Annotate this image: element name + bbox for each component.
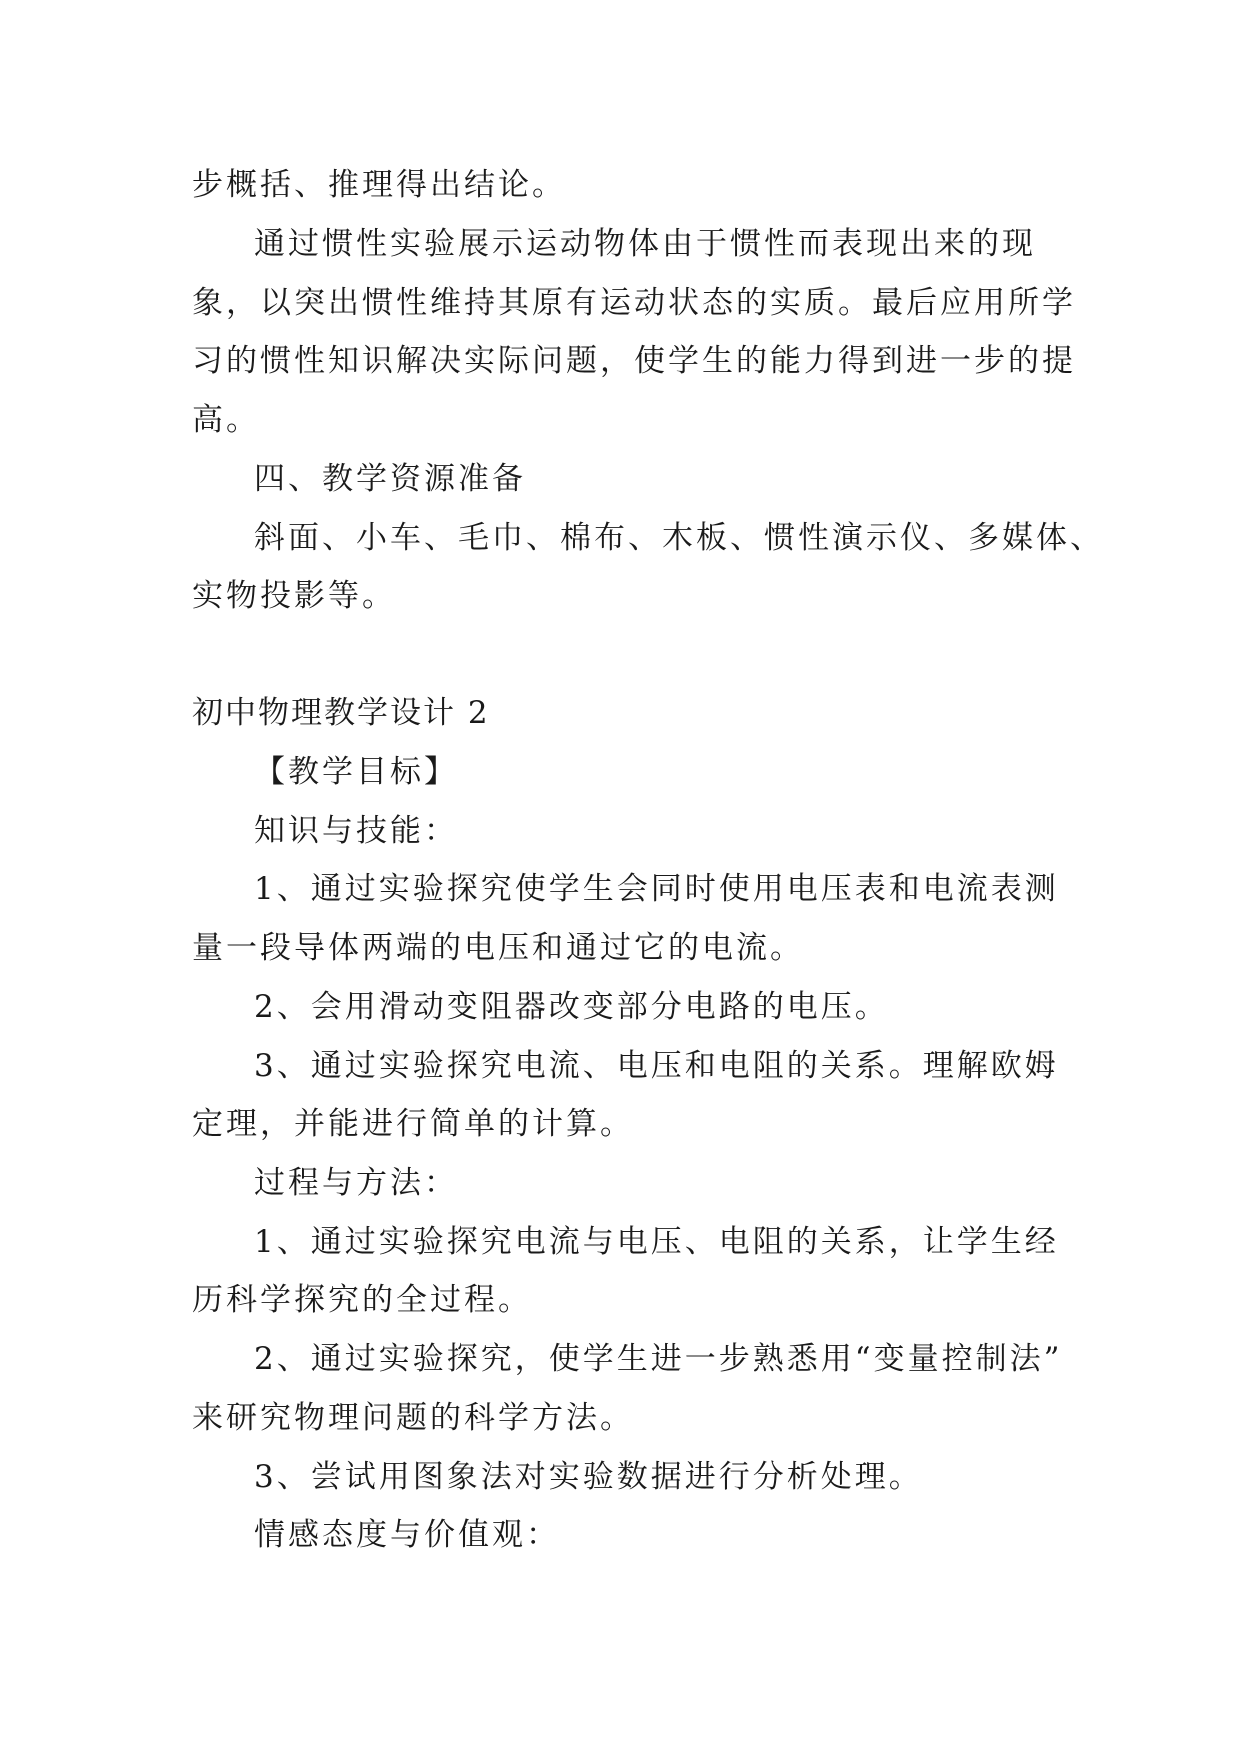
text-line: 通过惯性实验展示运动物体由于惯性而表现出来的现 — [254, 226, 1036, 262]
section-heading: 【教学目标】 — [254, 754, 458, 790]
text-line: 斜面、小车、毛巾、棉布、木板、惯性演示仪、多媒体、 — [254, 520, 1104, 556]
text-line: 习的惯性知识解决实际问题，使学生的能力得到进一步的提 — [192, 343, 1076, 379]
text-line: 实物投影等。 — [192, 578, 396, 614]
text-line: 来研究物理问题的科学方法。 — [192, 1400, 634, 1436]
text-line: 量一段导体两端的电压和通过它的电流。 — [192, 930, 804, 966]
list-item: 3、通过实验探究电流、电压和电阻的关系。理解欧姆 — [254, 1048, 1059, 1084]
subsection-heading: 知识与技能： — [254, 813, 458, 849]
list-item: 2、通过实验探究，使学生进一步熟悉用“变量控制法” — [254, 1341, 1063, 1377]
subsection-heading: 情感态度与价值观： — [254, 1517, 560, 1553]
text-line: 步概括、推理得出结论。 — [192, 167, 566, 203]
subsection-heading: 过程与方法： — [254, 1165, 458, 1201]
text-line: 象，以突出惯性维持其原有运动状态的实质。最后应用所学 — [192, 285, 1076, 321]
list-item: 2、会用滑动变阻器改变部分电路的电压。 — [254, 989, 889, 1025]
section-heading: 四、教学资源准备 — [254, 461, 526, 497]
text-line: 定理，并能进行简单的计算。 — [192, 1106, 634, 1142]
list-item: 1、通过实验探究使学生会同时使用电压表和电流表测 — [254, 871, 1059, 907]
text-line: 历科学探究的全过程。 — [192, 1282, 532, 1318]
list-item: 3、尝试用图象法对实验数据进行分析处理。 — [254, 1459, 923, 1495]
document-title: 初中物理教学设计 2 — [192, 695, 490, 731]
text-line: 高。 — [192, 402, 260, 438]
list-item: 1、通过实验探究电流与电压、电阻的关系，让学生经 — [254, 1224, 1059, 1260]
